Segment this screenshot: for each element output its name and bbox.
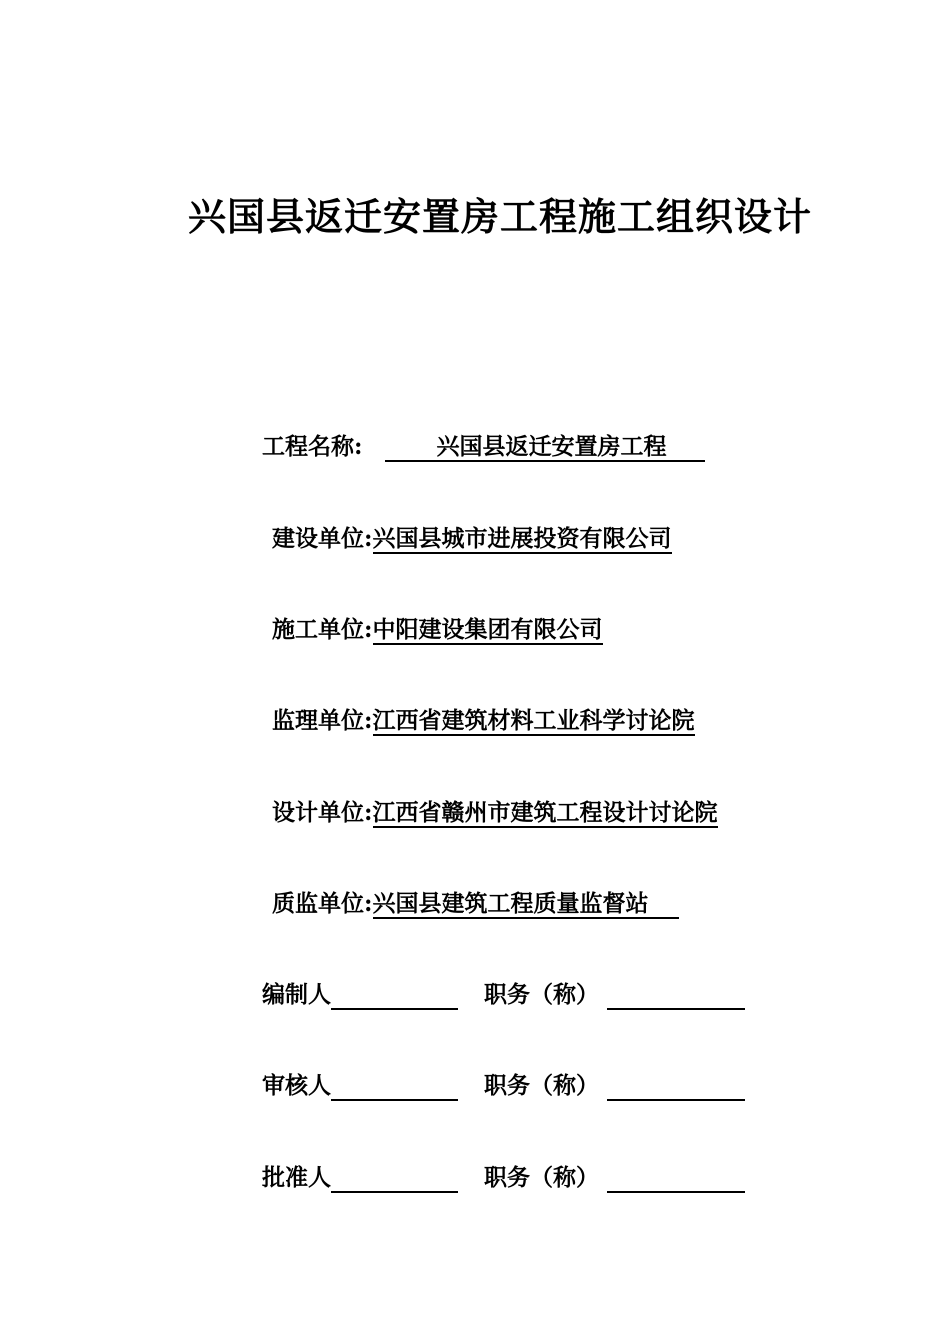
field-value-underlined [373,891,679,919]
field-quality-unit [272,889,679,919]
field-project-name [262,432,705,462]
field-label: 建设单位: [272,525,373,552]
field-value: 兴国县建筑工程质量监督站 [372,890,649,917]
signature-row-compiler [262,980,745,1010]
position-label: 职务（称） [484,981,599,1008]
field-label: 工程名称: [262,433,363,460]
field-label: 施工单位: [272,616,373,643]
position-blank [607,986,745,1010]
field-value: 兴国县城市进展投资有限公司 [372,525,672,552]
signature-label: 批准人 [262,1164,331,1191]
field-value-underlined [385,434,705,462]
signature-label: 编制人 [262,981,331,1008]
signature-blank [331,1077,458,1101]
position-blank [607,1077,745,1101]
field-label: 质监单位: [272,890,373,917]
document-title: 兴国县返迁安置房工程施工组织设计 [188,194,813,239]
field-value: 兴国县返迁安置房工程 [436,433,667,460]
field-label: 设计单位: [272,799,373,826]
field-value: 中阳建设集团有限公司 [372,616,603,643]
position-label: 职务（称） [484,1072,599,1099]
position-blank [607,1169,745,1193]
signature-row-reviewer [262,1071,745,1101]
field-value: 江西省赣州市建筑工程设计讨论院 [372,799,718,826]
signature-blank [331,1169,458,1193]
position-label: 职务（称） [484,1164,599,1191]
field-supervision-unit [272,706,695,736]
field-construction-unit [272,524,672,554]
field-label: 监理单位: [272,707,373,734]
field-builder-unit [272,615,603,645]
signature-label: 审核人 [262,1072,331,1099]
field-design-unit [272,798,718,828]
signature-blank [331,986,458,1010]
signature-row-approver [262,1163,745,1193]
field-value: 江西省建筑材料工业科学讨论院 [372,707,695,734]
